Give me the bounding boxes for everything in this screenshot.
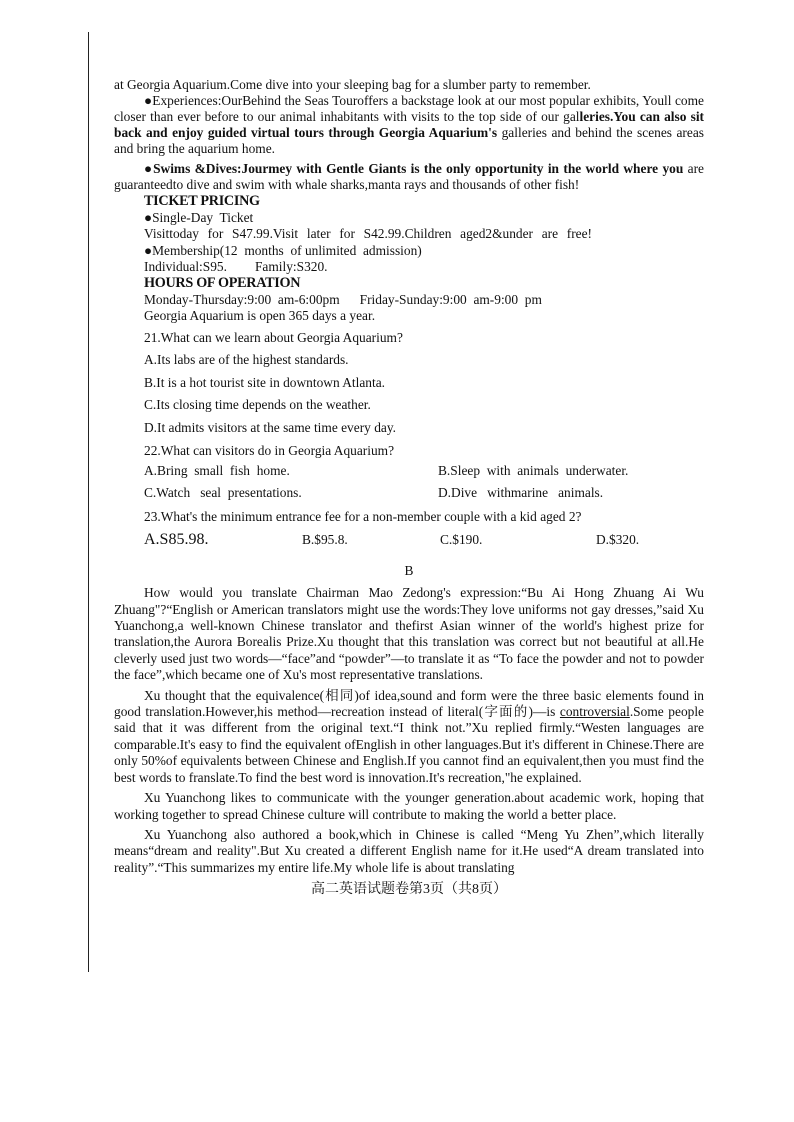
passage-b-paragraph-3: Xu Yuanchong likes to communicate with the younger generation.about academic work, hoping that working together to spread Chinese culture will contribute to making the world a better place. [114,790,704,822]
question-21-option-d: D.It admits visitors at the same time every day. [144,420,397,436]
paragraph-2-part-b: .Some people said that it was different from the original text.“I think not.”Xu replied firmly.“Westen languages are comparable.It's easy to find the equivalent ofEnglish in other languages.But it's different in Chinese.There are only 50%of equivalents between Chinese and English.If you cannot find an equivalent,then you must find the best words to franslate.To find the best word is innovation.It's recreation,"he explained. [114,704,705,785]
question-23 [114,508,704,551]
ticket-section [114,193,704,226]
passage-b-paragraph-2 [114,688,704,786]
single-day-label: ●Single-Day Ticket [144,209,254,225]
question-23-option-b: B.$95.8. [302,531,348,547]
question-22-option-c: C.Watch seal presentations. [144,485,302,501]
question-21 [114,329,704,438]
membership-prices [114,259,704,275]
experiences-tail: galleries and behind the scenes areas and bring the aquarium home. [114,125,704,157]
hours-heading: HOURS OF OPERATION [144,275,301,292]
passage-b-paragraph-1: How would you translate Chairman Mao Zedong's expression:“Bu Ai Hong Zhuang Ai Wu Zhuang"?“English or American translators might use the words:They love uniforms not gay dresses,”said Xu Yuanchong,a well-known Chinese translator and thefirst Asian winner of the world's highest prize for translation,the Aurora Borealis Prize.Xu thought that this translation was correct but not beautiful at all.He cleverly used just two words—“face”and “powder”—to translate it as “To face the powder and not to powder the face”,which became one of Xu's most representative translations. [114,585,704,683]
experiences-paragraph [114,93,704,157]
passage-b-paragraph-4: Xu Yuanchong also authored a book,which in Chinese is called “Meng Yu Zhen”,which literally means“dream and reality".But Xu created a different English name for it.He used“A dream translated into reality”.“This summarizes my entire life.My whole life is about translating [114,826,704,875]
weekday-hours: Monday-Thursday:9:00 am-6:00pm [144,291,340,307]
question-21-stem: 21.What can we learn about Georgia Aquarium? [144,329,403,345]
question-23-option-c: C.$190. [440,531,483,547]
membership-label: ●Membership(12 months of unlimited admission) [144,242,422,258]
question-21-option-c: C.Its closing time depends on the weather. [144,397,371,413]
question-21-option-b: B.It is a hot tourist site in downtown Atlanta. [144,374,386,390]
question-23-option-a: A.S85.98. [144,530,209,548]
question-23-stem: 23.What's the minimum entrance fee for a non-member couple with a kid aged 2? [144,509,582,525]
section-b-label: B [404,562,414,578]
question-22-option-d: D.Dive withmarine animals. [438,485,604,501]
intro-paragraph: at Georgia Aquarium.Come dive into your sleeping bag for a slumber party to remember. [114,77,591,92]
hours-times [144,292,704,308]
question-22 [114,442,704,505]
experiences-bold-text: leries.You can also sit back and enjoy guided virtual tours through Georgia Aquarium's [114,109,704,141]
swims-bold-text: ●Swims &Dives:Jourmey with Gentle Giants is the only opportunity in the world where you [144,161,684,177]
membership-block [114,243,704,276]
question-22-stem: 22.What can visitors do in Georgia Aquarium? [144,442,395,458]
hours-note: Georgia Aquarium is open 365 days a year. [144,308,376,324]
page-footer: 高二英语试题卷第3页（共8页） [311,882,507,898]
question-23-options [114,529,704,551]
hours-section [114,275,704,324]
swims-tail: are guaranteedto dive and swim with whale sharks,manta rays and thousands of other fish! [114,161,704,193]
experiences-label: ●Experiences: [144,93,222,109]
question-23-option-d: D.$320. [596,531,640,547]
underlined-word-controversial: controversial [559,704,630,720]
weekend-hours: Friday-Sunday:9:00 am-9:00 pm [359,291,542,307]
question-22-option-a: A.Bring small fish home. [144,463,290,479]
swims-paragraph [114,161,704,193]
binding-margin-line [88,32,89,972]
question-21-option-a: A.Its labs are of the highest standards. [144,352,349,368]
ticket-heading: TICKET PRICING [144,193,260,210]
experiences-text: OurBehind the Seas Touroffers a backstage look at our most popular exhibits, Youll come closer than ever before to our animal inhabitants with visits to the top side of our gal [114,93,704,125]
individual-price: Individual:S95. [144,259,227,275]
single-day-text: Visittoday for S47.99.Visit later for S42.99.Children aged2&under are free! [144,226,592,242]
exam-page [114,77,704,899]
question-22-options-row-2 [114,482,704,504]
question-22-option-b: B.Sleep with animals underwater. [438,463,629,479]
family-price: Family:S320. [254,259,328,275]
paragraph-2-part-a: Xu thought that the equivalence(相同)of idea,sound and form were the three basic elements found in good translation.However,his method—recreation instead of literal(字面的)—is [114,687,704,720]
question-22-options-row-1 [114,460,704,482]
